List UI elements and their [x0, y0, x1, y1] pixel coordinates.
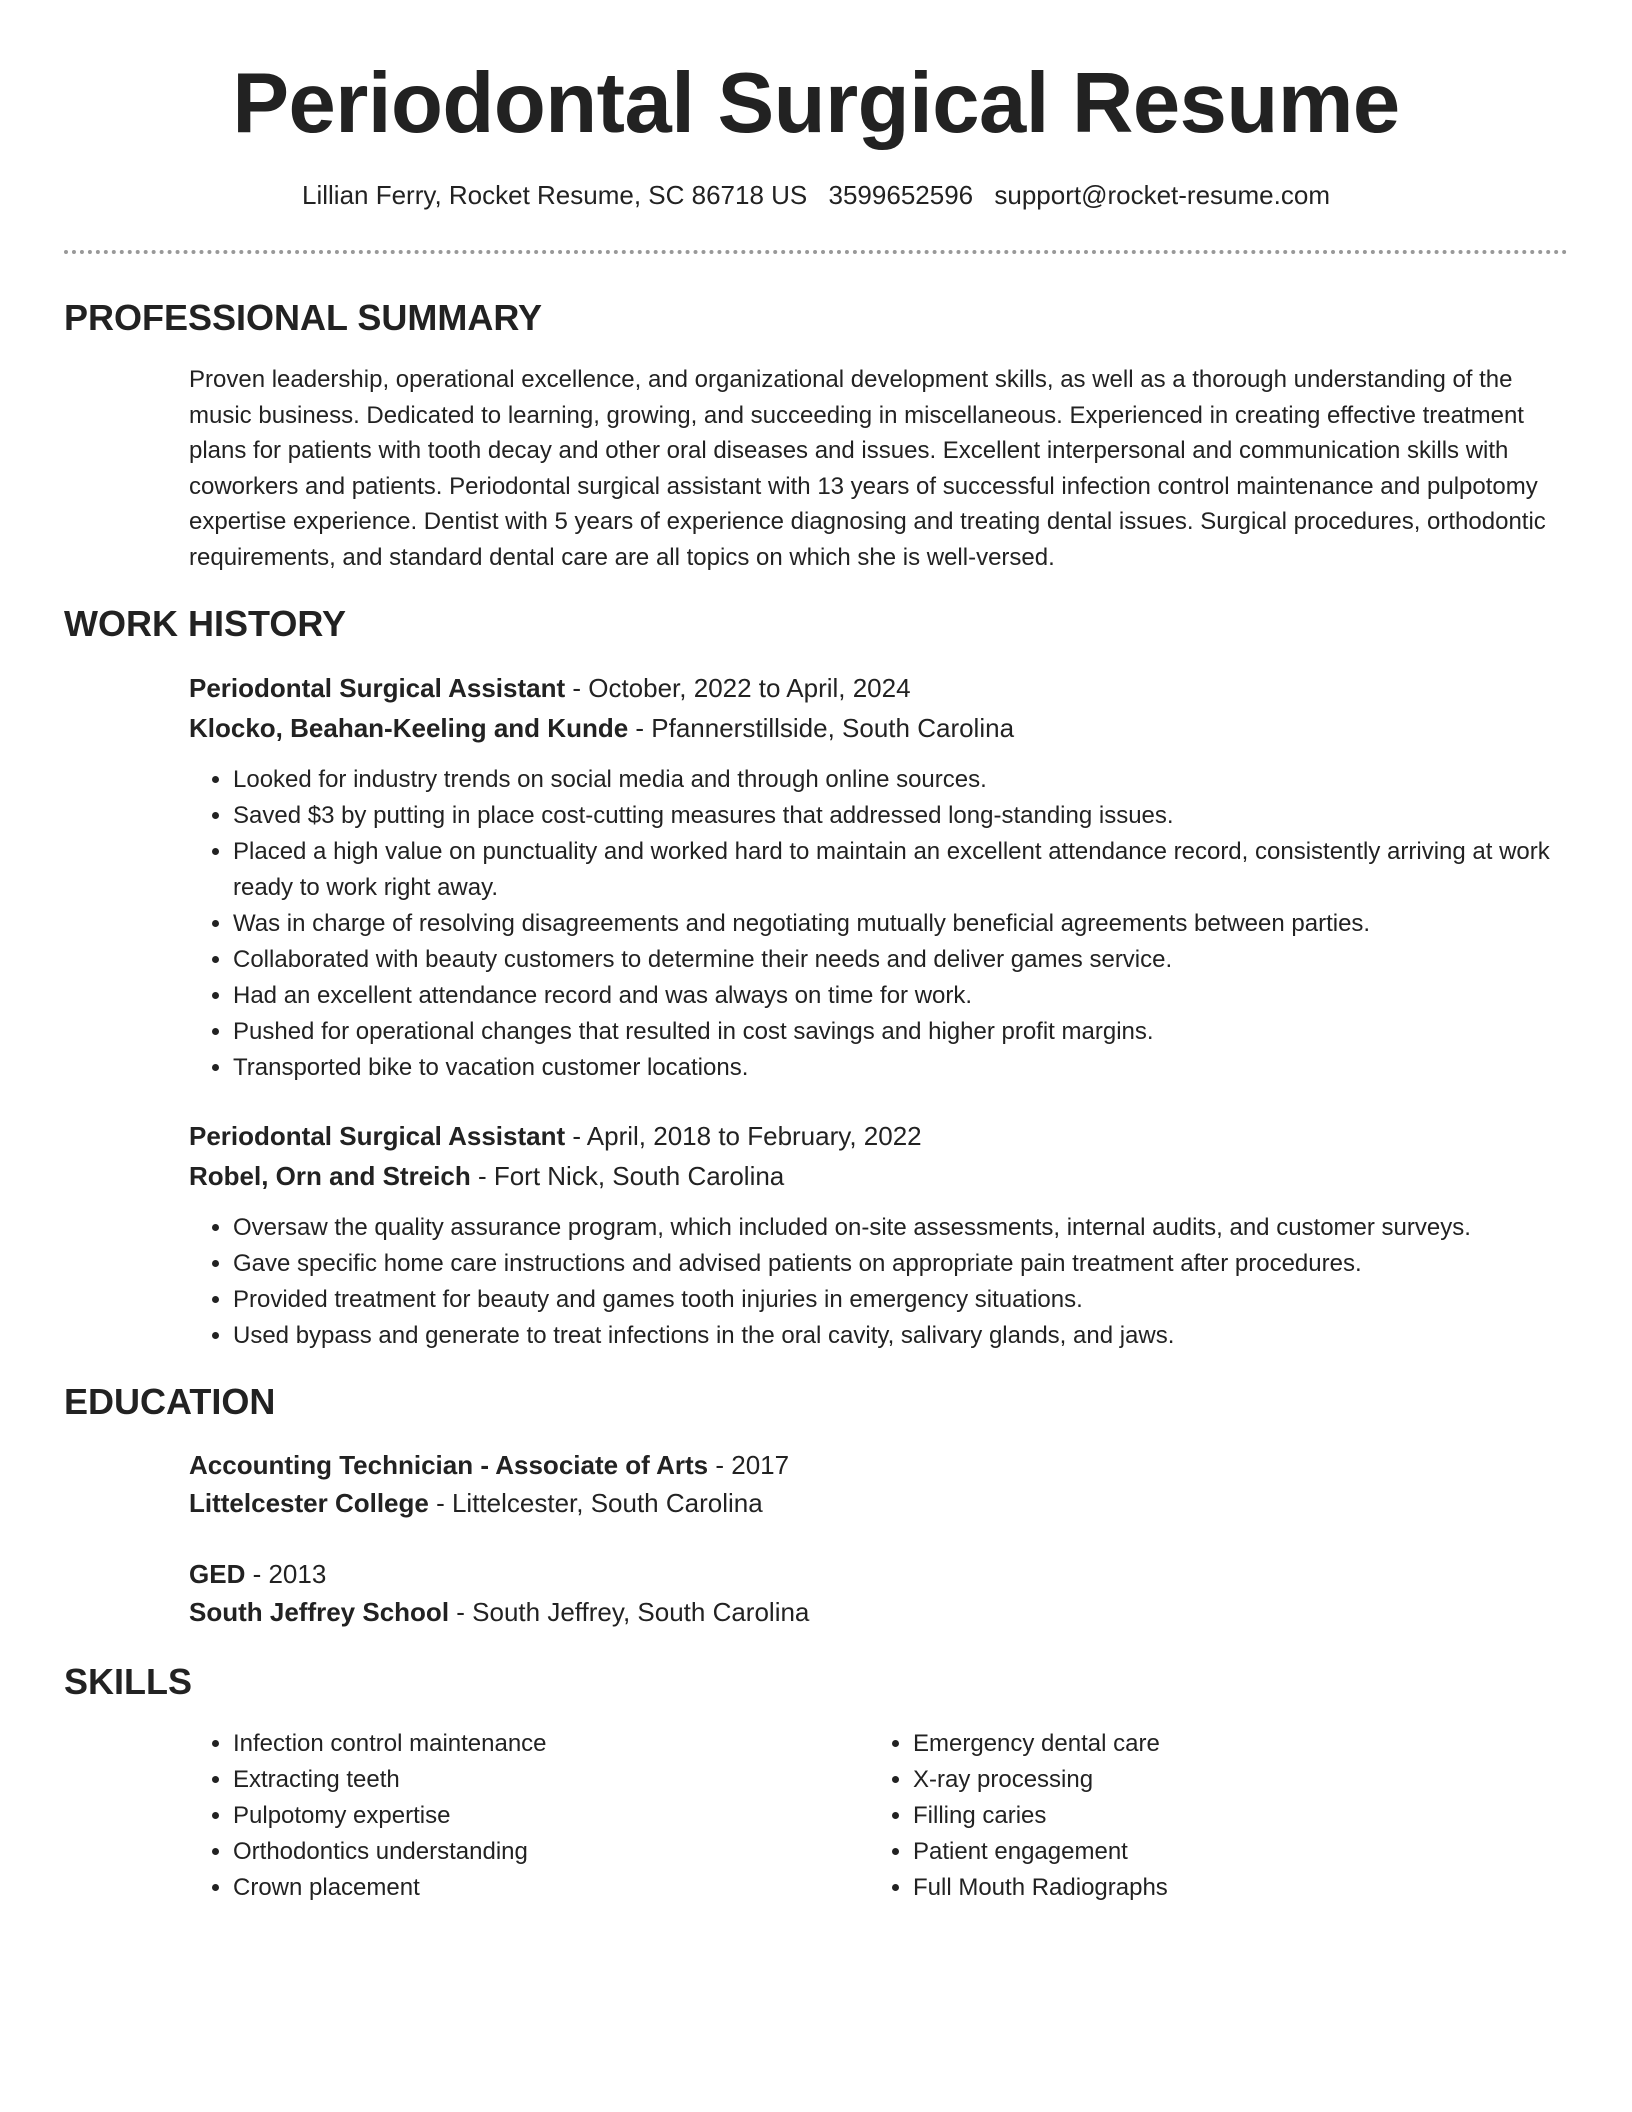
degree-line [189, 1446, 1568, 1484]
school-line [189, 1593, 1568, 1631]
work-history-heading: WORK HISTORY [64, 603, 347, 644]
education-entry [189, 1555, 1568, 1631]
school-location: - Littelcester, South Carolina [428, 1488, 763, 1518]
education-heading: EDUCATION [64, 1381, 276, 1422]
skills-column-right [869, 1726, 1549, 1906]
list-item: • Looked for industry trends on social media and through online sources. [233, 762, 1568, 798]
skills-heading: SKILLS [64, 1661, 193, 1702]
list-item: • Gave specific home care instructions and advised patients on appropriate pain treatment after procedures. [233, 1246, 1568, 1282]
school-name: South Jeffrey School [189, 1597, 450, 1627]
skill-item: • Infection control maintenance [233, 1726, 869, 1762]
job-entry [189, 668, 1568, 1086]
skill-item: • Patient engagement [913, 1834, 1549, 1870]
job-bullets [189, 1210, 1568, 1354]
list-item: • Collaborated with beauty customers to determine their needs and deliver games service. [233, 942, 1568, 978]
skills-bullets [189, 1726, 869, 1906]
job-company-line [189, 708, 1568, 748]
skill-item: • Filling caries [913, 1798, 1549, 1834]
list-item: • Pushed for operational changes that resulted in cost savings and higher profit margins. [233, 1014, 1568, 1050]
education-entry [189, 1446, 1568, 1522]
job-dates: - October, 2022 to April, 2024 [565, 673, 911, 703]
degree-name: Accounting Technician - Associate of Arts [189, 1450, 709, 1480]
job-title-line [189, 668, 1568, 708]
job-location: - Fort Nick, South Carolina [470, 1161, 785, 1191]
summary-text: Proven leadership, operational excellence, and organizational development skills, as well as a thorough understanding of the music business. Dedicated to learning, growing, and succeeding in miscellaneous. Experienced in creating effective treatment plans for patients with tooth decay and other oral diseases and issues. Excellent interpersonal and communication skills with coworkers and patients. Periodontal surgical assistant with 13 years of successful infection control maintenance and pulpotomy expertise experience. Dentist with 5 years of experience diagnosing and treating dental issues. Surgical procedures, orthodontic requirements, and standard dental care are all topics on which she is well-versed. [189, 366, 1546, 571]
job-title-line [189, 1116, 1568, 1156]
header-divider [64, 250, 1568, 254]
skills-bullets [869, 1726, 1549, 1906]
skill-item: • X-ray processing [913, 1762, 1549, 1798]
job-dates: - April, 2018 to February, 2022 [565, 1121, 922, 1151]
job-title: Periodontal Surgical Assistant [189, 1121, 566, 1151]
list-item: • Oversaw the quality assurance program, which included on-site assessments, internal audits, and customer surveys. [233, 1210, 1568, 1246]
contact-line [0, 178, 1632, 212]
list-item: • Was in charge of resolving disagreements and negotiating mutually beneficial agreements between parties. [233, 906, 1568, 942]
skills-column-left [189, 1726, 869, 1906]
degree-year: - 2017 [708, 1450, 790, 1480]
summary-heading: PROFESSIONAL SUMMARY [64, 297, 543, 338]
degree-name: GED [189, 1559, 246, 1589]
school-location: - South Jeffrey, South Carolina [449, 1597, 810, 1627]
job-entry [189, 1116, 1568, 1354]
skill-item: • Crown placement [233, 1870, 869, 1906]
degree-line [189, 1555, 1568, 1593]
job-company-line [189, 1156, 1568, 1196]
list-item: • Transported bike to vacation customer locations. [233, 1050, 1568, 1086]
skill-item: • Orthodontics understanding [233, 1834, 869, 1870]
skill-item: • Extracting teeth [233, 1762, 869, 1798]
contact-address: Lillian Ferry, Rocket Resume, SC 86718 US [302, 180, 808, 210]
job-company: Robel, Orn and Streich [189, 1161, 471, 1191]
job-location: - Pfannerstillside, South Carolina [628, 713, 1015, 743]
degree-year: - 2013 [245, 1559, 327, 1589]
skill-item: • Emergency dental care [913, 1726, 1549, 1762]
school-line [189, 1484, 1568, 1522]
school-name: Littelcester College [189, 1488, 429, 1518]
contact-phone: 3599652596 [828, 180, 974, 210]
skills-list [189, 1726, 1569, 1906]
resume-title: Periodontal Surgical Resume [232, 56, 1400, 151]
contact-email: support@rocket-resume.com [994, 180, 1330, 210]
job-bullets [189, 762, 1568, 1086]
list-item: • Provided treatment for beauty and games tooth injuries in emergency situations. [233, 1282, 1568, 1318]
list-item: • Saved $3 by putting in place cost-cutting measures that addressed long-standing issues. [233, 798, 1568, 834]
list-item: • Placed a high value on punctuality and worked hard to maintain an excellent attendance record, consistently arriving at work ready to work right away. [233, 834, 1568, 906]
skill-item: • Pulpotomy expertise [233, 1798, 869, 1834]
list-item: • Used bypass and generate to treat infections in the oral cavity, salivary glands, and jaws. [233, 1318, 1568, 1354]
list-item: • Had an excellent attendance record and was always on time for work. [233, 978, 1568, 1014]
job-title: Periodontal Surgical Assistant [189, 673, 566, 703]
job-company: Klocko, Beahan-Keeling and Kunde [189, 713, 629, 743]
skill-item: • Full Mouth Radiographs [913, 1870, 1549, 1906]
